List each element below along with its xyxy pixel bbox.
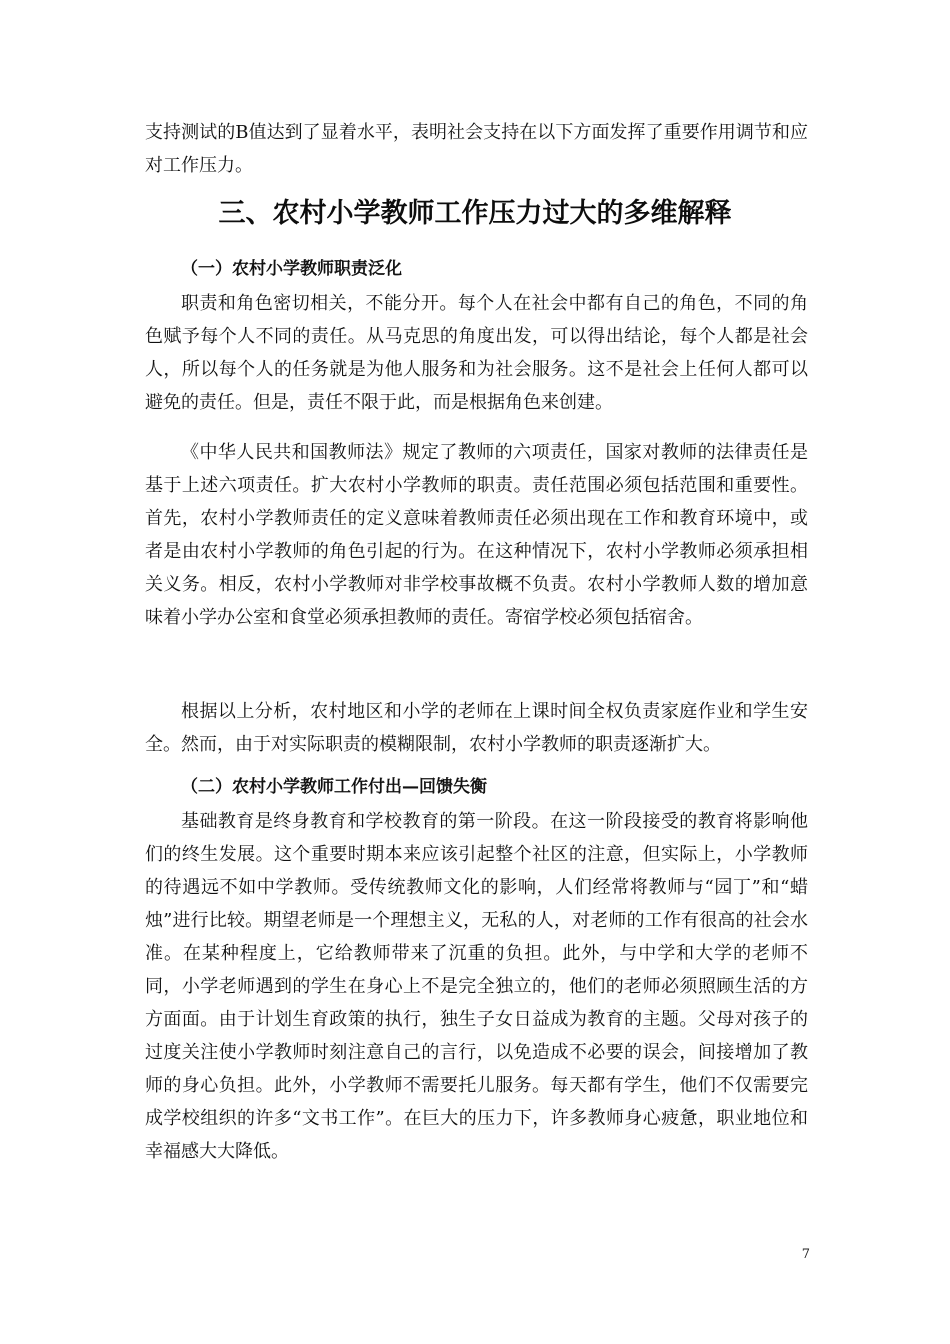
- paragraph-basic-education: 基础教育是终身教育和学校教育的第一阶段。在这一阶段接受的教育将影响他们的终生发展。这个重要时期本来应该引起整个社区的注意，但实际上，小学教师的待遇远不如中学教师。受传统教师文化的影响，人们经常将教师与“园丁”和“蜡烛”进行比较。期望老师是一个理想主义，无私的人，对老师的工作有很高的社会水准。在某种程度上，它给教师带来了沉重的负担。此外，与中学和大学的老师不同，小学老师遇到的学生在身心上不是完全独立的，他们的老师必须照顾生活的方方面面。由于计划生育政策的执行，独生子女日益成为教育的主题。父母对孩子的过度关注使小学教师时刻注意自己的言行，以免造成不必要的误会，间接增加了教师的身心负担。此外，小学教师不需要托儿服务。每天都有学生，他们不仅需要完成学校组织的许多“文书工作”。在巨大的压力下，许多教师身心疲惫，职业地位和幸福感大大降低。: [145, 811, 808, 1162]
- paragraph-teachers-law: 《中华人民共和国教师法》规定了教师的六项责任，国家对教师的法律责任是基于上述六项责任。扩大农村小学教师的职责。责任范围必须包括范围和重要性。首先，农村小学教师责任的定义意味着教师责任必须出现在工作和教育环境中，或者是由农村小学教师的角色引起的行为。在这种情况下，农村小学教师必须承担相关义务。相反，农村小学教师对非学校事故概不负责。农村小学教师人数的增加意味着小学办公室和食堂必须承担教师的责任。寄宿学校必须包括宿舍。: [145, 442, 808, 628]
- subsection-heading-2: （二）农村小学教师工作付出—回馈失衡: [181, 777, 487, 797]
- subsection-heading-1: （一）农村小学教师职责泛化: [181, 259, 402, 279]
- continuation-paragraph: 支持测试的Β值达到了显着水平，表明社会支持在以下方面发挥了重要作用调节和应对工作压力。: [145, 122, 808, 176]
- page-number: 7: [801, 1247, 810, 1262]
- paragraph-roles-and-duties: 职责和角色密切相关，不能分开。每个人在社会中都有自己的角色，不同的角色赋予每个人不同的责任。从马克思的角度出发，可以得出结论，每个人都是社会人，所以每个人的任务就是为他人服务和为社会服务。这不是社会上任何人都可以避免的责任。但是，责任不限于此，而是根据角色来创建。: [145, 293, 808, 413]
- section-title: 三、农村小学教师工作压力过大的多维解释: [218, 198, 732, 229]
- paragraph-analysis-conclusion: 根据以上分析，农村地区和小学的老师在上课时间全权负责家庭作业和学生安全。然而，由于对实际职责的模糊限制，农村小学教师的职责逐渐扩大。: [145, 701, 808, 755]
